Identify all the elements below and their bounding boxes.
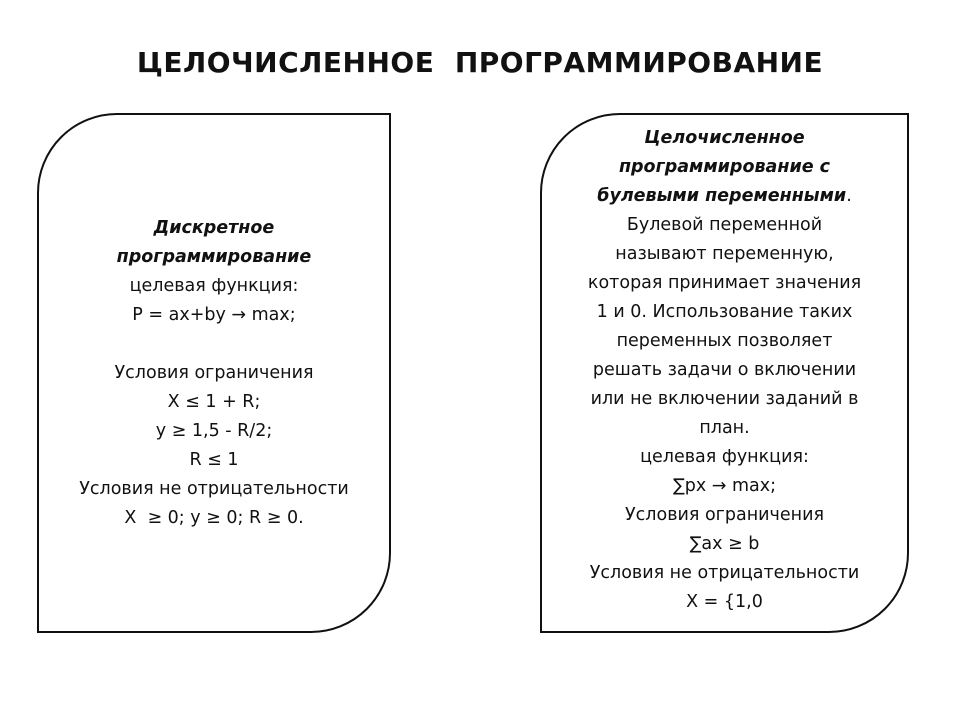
objective-formula: ∑px → max; bbox=[672, 475, 777, 496]
card-heading-last-line bbox=[588, 182, 861, 211]
constraints-label: Условия ограничения bbox=[114, 362, 314, 383]
description-line: называют переменную, bbox=[615, 243, 834, 264]
card-heading-line: Дискретное bbox=[153, 217, 275, 238]
description-line: которая принимает значения bbox=[587, 272, 862, 293]
objective-label: целевая функция: bbox=[129, 275, 299, 296]
discrete-programming-content bbox=[79, 214, 349, 533]
card-heading-line: программирование bbox=[116, 246, 312, 267]
card-heading-line: булевыми переменными bbox=[597, 185, 847, 206]
constraint-formula: ∑ax ≥ b bbox=[689, 533, 760, 554]
heading-period: . bbox=[846, 185, 852, 206]
nonnegativity-label: Условия не отрицательности bbox=[79, 478, 349, 499]
nonnegativity-formula: X ≥ 0; y ≥ 0; R ≥ 0. bbox=[124, 507, 304, 528]
description-line: Булевой переменной bbox=[626, 214, 823, 235]
nonnegativity-label: Условия не отрицательности bbox=[589, 562, 860, 583]
spacer bbox=[79, 330, 349, 359]
constraint-formula: X ≤ 1 + R; bbox=[167, 391, 261, 412]
boolean-programming-card bbox=[540, 113, 909, 633]
slide-title: ЦЕЛОЧИСЛЕННОЕ ПРОГРАММИРОВАНИЕ bbox=[136, 46, 824, 79]
card-heading-line: программирование с bbox=[618, 156, 831, 177]
constraint-formula: R ≤ 1 bbox=[189, 449, 239, 470]
description-line: решать задачи о включении bbox=[592, 359, 857, 380]
nonnegativity-formula: X = {1,0 bbox=[686, 591, 763, 612]
constraints-label: Условия ограничения bbox=[625, 504, 824, 525]
objective-label: целевая функция: bbox=[640, 446, 809, 467]
description-line: или не включении заданий в bbox=[590, 388, 859, 409]
discrete-programming-card bbox=[37, 113, 391, 633]
description-line: план. bbox=[699, 417, 750, 438]
objective-formula: P = ax+by → max; bbox=[132, 304, 296, 325]
boolean-programming-content bbox=[588, 124, 861, 617]
description-line: 1 и 0. Использование таких bbox=[596, 301, 853, 322]
constraint-formula: y ≥ 1,5 - R/2; bbox=[155, 420, 273, 441]
description-line: переменных позволяет bbox=[616, 330, 833, 351]
card-heading-line: Целочисленное bbox=[644, 127, 805, 148]
